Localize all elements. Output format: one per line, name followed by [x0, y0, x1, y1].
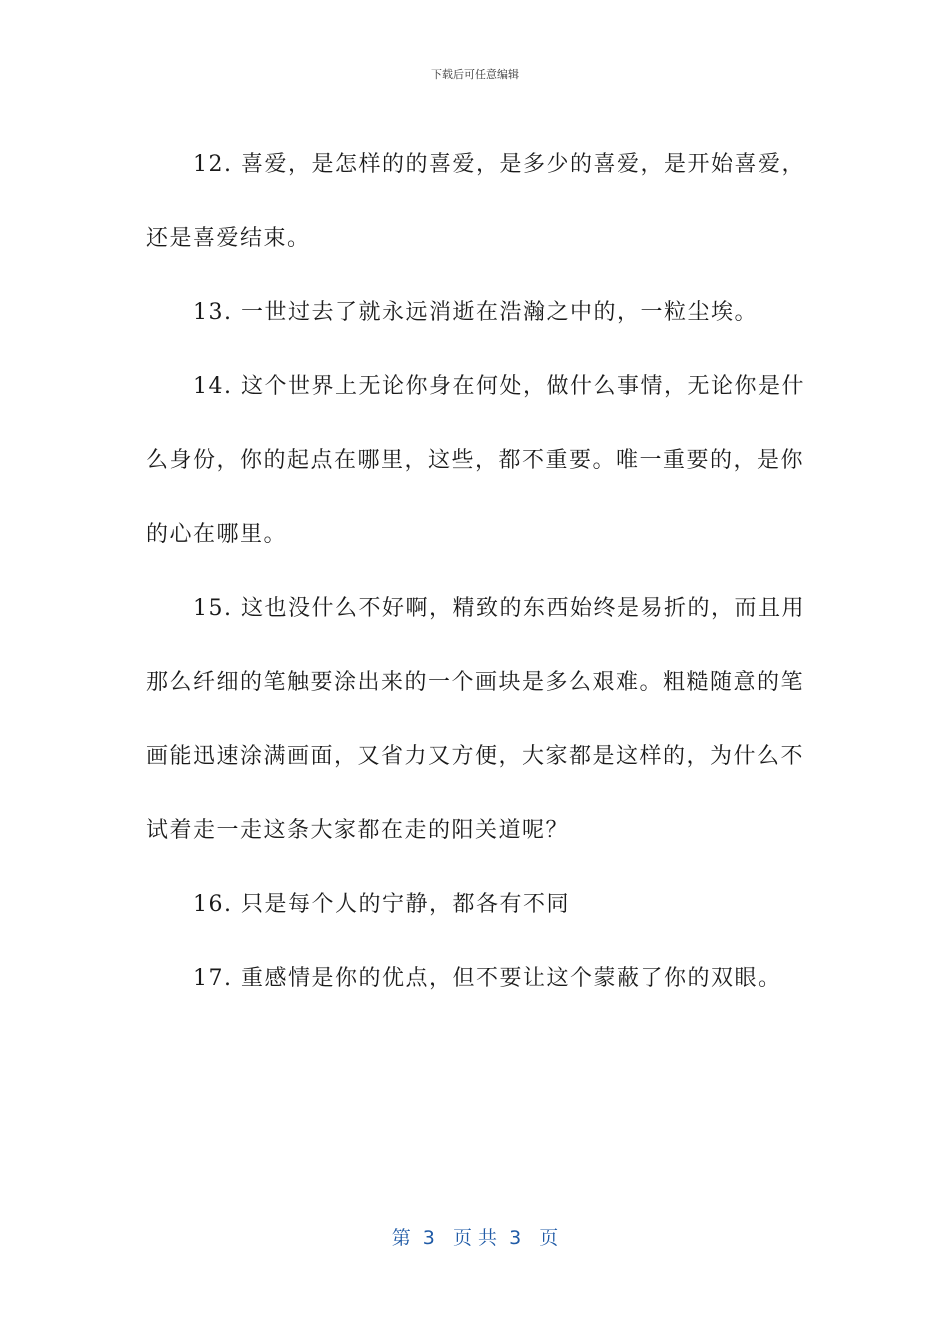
paragraph-17: 17. 重感情是你的优点，但不要让这个蒙蔽了你的双眼。 [193, 966, 782, 991]
paragraph-14: 14. 这个世界上无论你身在何处，做什么事情，无论你是什么身份，你的起点在哪里，这些，都不重要。唯一重要的，是你的心在哪里。 [146, 374, 805, 547]
paragraph-15: 15. 这也没什么不好啊，精致的东西始终是易折的，而且用那么纤细的笔触要涂出来的一个画块是多么艰难。粗糙随意的笔画能迅速涂满画面，又省力又方便，大家都是这样的，为什么不试着走一走这条大家都在走的阳关道呢？ [146, 596, 805, 843]
document-body [146, 128, 806, 1016]
paragraph-12: 12. 喜爱，是怎样的的喜爱，是多少的喜爱，是开始喜爱，还是喜爱结束。 [146, 152, 805, 251]
page-header: 下载后可任意编辑 [431, 68, 519, 81]
page-footer: 第 3 页 共 3 页 [391, 1227, 559, 1249]
paragraph-13: 13. 一世过去了就永远消逝在浩瀚之中的，一粒尘埃。 [193, 300, 758, 325]
paragraph-16: 16. 只是每个人的宁静，都各有不同 [193, 892, 570, 917]
